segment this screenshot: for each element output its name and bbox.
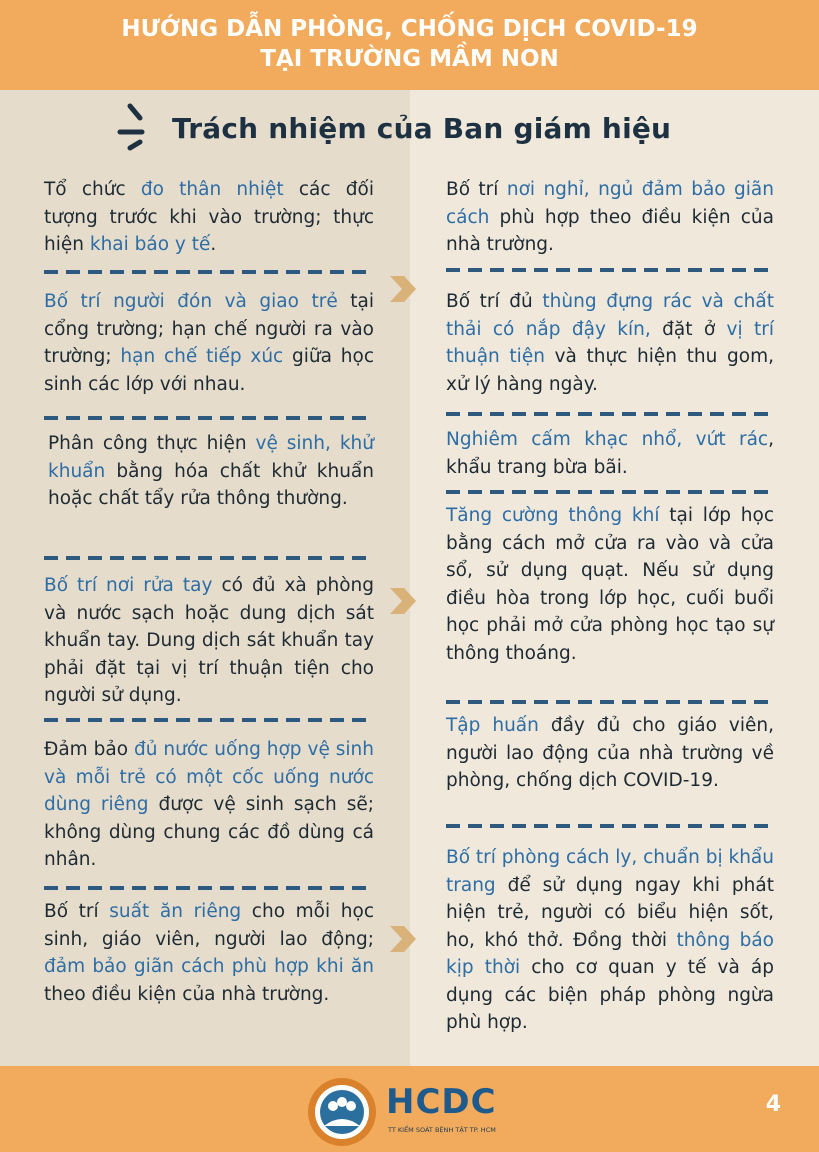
content-panel <box>0 90 819 1066</box>
text: tại cổng trường; hạn chế người ra vào trường; <box>44 291 374 367</box>
left-item-5 <box>44 736 374 874</box>
text: có đủ xà phòng và nước sạch hoặc dung dịch sát khuẩn tay. Dung dịch sát khuẩn tay phải đặt tại vị trí thuận tiện cho người sử dụng. <box>44 575 374 706</box>
highlight-text: đủ nước uống hợp vệ sinh và mỗi trẻ có một cốc uống nước dùng riêng <box>44 739 375 815</box>
hcdc-logo <box>306 1074 506 1148</box>
right-item-1 <box>446 176 774 259</box>
highlight-text: Tăng cường thông khí <box>446 505 660 526</box>
highlight-text: suất ăn riêng <box>109 901 242 922</box>
sparkle-lines-icon <box>112 102 160 154</box>
highlight-text: vệ sinh, khử khuẩn <box>48 433 374 482</box>
text: và thực hiện thu gom, xử lý hàng ngày. <box>446 346 774 395</box>
page-footer <box>0 1066 819 1152</box>
page-header <box>0 0 819 90</box>
right-item-6 <box>446 844 774 1037</box>
divider <box>44 556 374 560</box>
text: giữa học sinh các lớp với nhau. <box>44 346 374 395</box>
text: bằng hóa chất khử khuẩn hoặc chất tẩy rửa thông thường. <box>48 460 374 509</box>
text: theo điều kiện của nhà trường. <box>44 983 330 1005</box>
text: Bố trí <box>44 901 110 922</box>
highlight-text: Bố trí người đón và giao trẻ <box>44 291 338 312</box>
left-item-3 <box>48 430 374 513</box>
right-item-2 <box>446 288 774 398</box>
text: Bố trí <box>446 179 507 200</box>
text: đầy đủ cho giáo viên, người lao động của nhà trường về phòng, chống dịch COVID-19. <box>446 715 774 791</box>
left-item-2 <box>44 288 374 398</box>
text: để sử dụng ngay khi phát hiện trẻ, người có biểu hiện sốt, ho, khó thở. Đồng thời <box>446 874 774 951</box>
text: cho cơ quan y tế và áp dụng các biện pháp phòng ngừa phù hợp. <box>446 957 774 1033</box>
highlight-text: hạn chế tiếp xúc <box>120 346 284 367</box>
divider <box>446 700 774 704</box>
section-title-wrap <box>0 102 819 162</box>
text: Tổ chức <box>44 179 141 200</box>
section-title: Trách nhiệm của Ban giám hiệu <box>172 112 672 145</box>
highlight-text: Bố trí nơi rửa tay <box>44 575 213 596</box>
left-item-4 <box>44 572 374 710</box>
logo-subtitle: TT KIỂM SOÁT BỆNH TẬT TP. HCM <box>388 1126 496 1134</box>
highlight-text: vị trí thuận tiện <box>446 318 775 367</box>
right-item-3 <box>446 426 774 481</box>
highlight-text: khai báo y tế <box>89 234 211 255</box>
text: đặt ở <box>650 318 727 340</box>
highlight-text: đảm bảo giãn cách phù hợp khi ăn <box>44 956 374 977</box>
text: các đối tượng trước khi vào trường; thực hiện <box>44 179 374 255</box>
hcdc-emblem-icon <box>306 1076 378 1148</box>
divider <box>44 718 374 722</box>
divider <box>44 270 374 274</box>
text: cho mỗi học sinh, giáo viên, người lao động; <box>44 901 374 950</box>
text: phù hợp theo điều kiện của nhà trường. <box>446 206 774 255</box>
divider <box>44 416 374 420</box>
text: , khẩu trang bừa bãi. <box>446 429 774 478</box>
chevron-right-icon <box>386 584 420 618</box>
text: Đảm bảo <box>44 739 134 760</box>
highlight-text: thông báo kịp thời <box>446 929 775 978</box>
text: được vệ sinh sạch sẽ; không dùng chung các đồ dùng cá nhân. <box>44 794 375 870</box>
text: . <box>210 234 217 255</box>
highlight-text: thùng đựng rác và chất thải có nắp đậy kín, <box>446 291 774 340</box>
divider <box>446 490 774 494</box>
divider <box>446 412 774 416</box>
highlight-text: đo thân nhiệt <box>140 179 284 200</box>
page-number: 4 <box>765 1092 781 1117</box>
logo-text: HCDC <box>386 1082 497 1122</box>
divider <box>446 824 774 828</box>
divider <box>446 268 774 272</box>
highlight-text: nơi nghỉ, ngủ đảm bảo giãn cách <box>446 179 774 228</box>
highlight-text: Tập huấn <box>446 715 539 736</box>
highlight-text: Bố trí phòng cách ly, chuẩn bị khẩu trang <box>446 847 774 896</box>
header-title-line1: HƯỚNG DẪN PHÒNG, CHỐNG DỊCH COVID-19 <box>121 16 698 42</box>
chevron-right-icon <box>386 922 420 956</box>
header-title-line2: TẠI TRƯỜNG MẦM NON <box>260 46 559 72</box>
highlight-text: Nghiêm cấm khạc nhổ, vứt rác <box>446 429 769 450</box>
text: Phân công thực hiện <box>48 433 256 454</box>
right-item-4 <box>446 502 774 667</box>
right-item-5 <box>446 712 774 795</box>
divider <box>44 886 374 890</box>
text: tại lớp học bằng cách mở cửa ra vào và cửa sổ, sử dụng quạt. Nếu sử dụng điều hòa trong lớp học, cuối buổi học phải mở cửa phòng học tạo sự thông thoáng. <box>446 505 774 664</box>
left-item-6 <box>44 898 374 1008</box>
chevron-right-icon <box>386 272 420 306</box>
left-item-1 <box>44 176 374 259</box>
text: Bố trí đủ <box>446 291 543 312</box>
